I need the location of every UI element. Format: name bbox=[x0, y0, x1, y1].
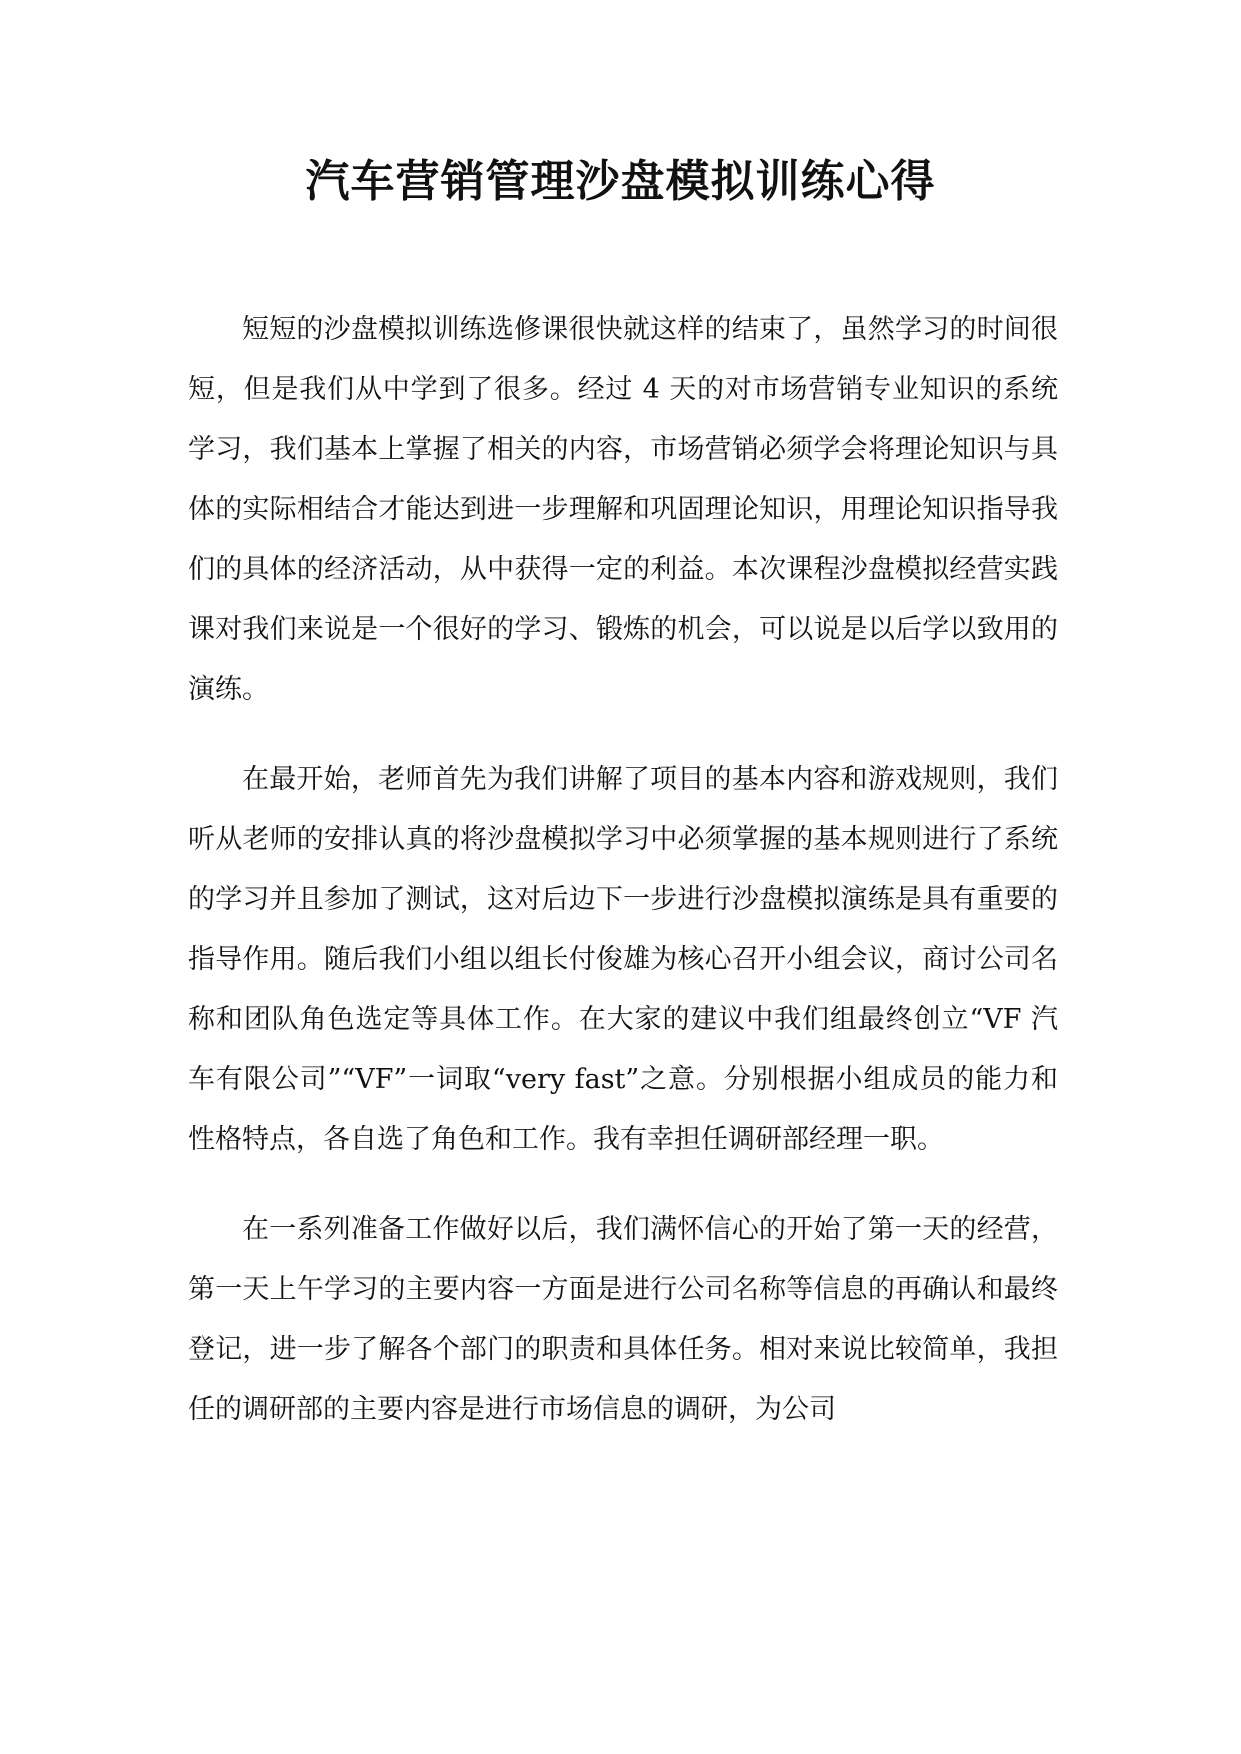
paragraph-2: 在最开始，老师首先为我们讲解了项目的基本内容和游戏规则，我们听从老师的安排认真的将沙盘模拟学习中必须掌握的基本规则进行了系统的学习并且参加了测试，这对后边下一步进行沙盘模拟演练是具有重要的指导作用。随后我们小组以组长付俊雄为核心召开小组会议，商讨公司名称和团队角色选定等具体工作。在大家的建议中我们组最终创立“VF 汽车有限公司”“VF”一词取“very fast”之意。分别根据小组成员的能力和性格特点，各自选了角色和工作。我有幸担任调研部经理一职。 bbox=[188, 764, 1058, 1155]
paragraph-3: 在一系列准备工作做好以后，我们满怀信心的开始了第一天的经营，第一天上午学习的主要内容一方面是进行公司名称等信息的再确认和最终登记，进一步了解各个部门的职责和具体任务。相对来说比较简单，我担任的调研部的主要内容是进行市场信息的调研，为公司 bbox=[188, 1214, 1058, 1425]
document-body bbox=[188, 300, 1058, 1470]
paragraph-1: 短短的沙盘模拟训练选修课很快就这样的结束了，虽然学习的时间很短，但是我们从中学到了很多。经过 4 天的对市场营销专业知识的系统学习，我们基本上掌握了相关的内容，市场营销必须学会将理论知识与具体的实际相结合才能达到进一步理解和巩固理论知识，用理论知识指导我们的具体的经济活动，从中获得一定的利益。本次课程沙盘模拟经营实践课对我们来说是一个很好的学习、锻炼的机会，可以说是以后学以致用的演练。 bbox=[188, 314, 1058, 705]
document-title: 汽车营销管理沙盘模拟训练心得 bbox=[305, 156, 936, 207]
